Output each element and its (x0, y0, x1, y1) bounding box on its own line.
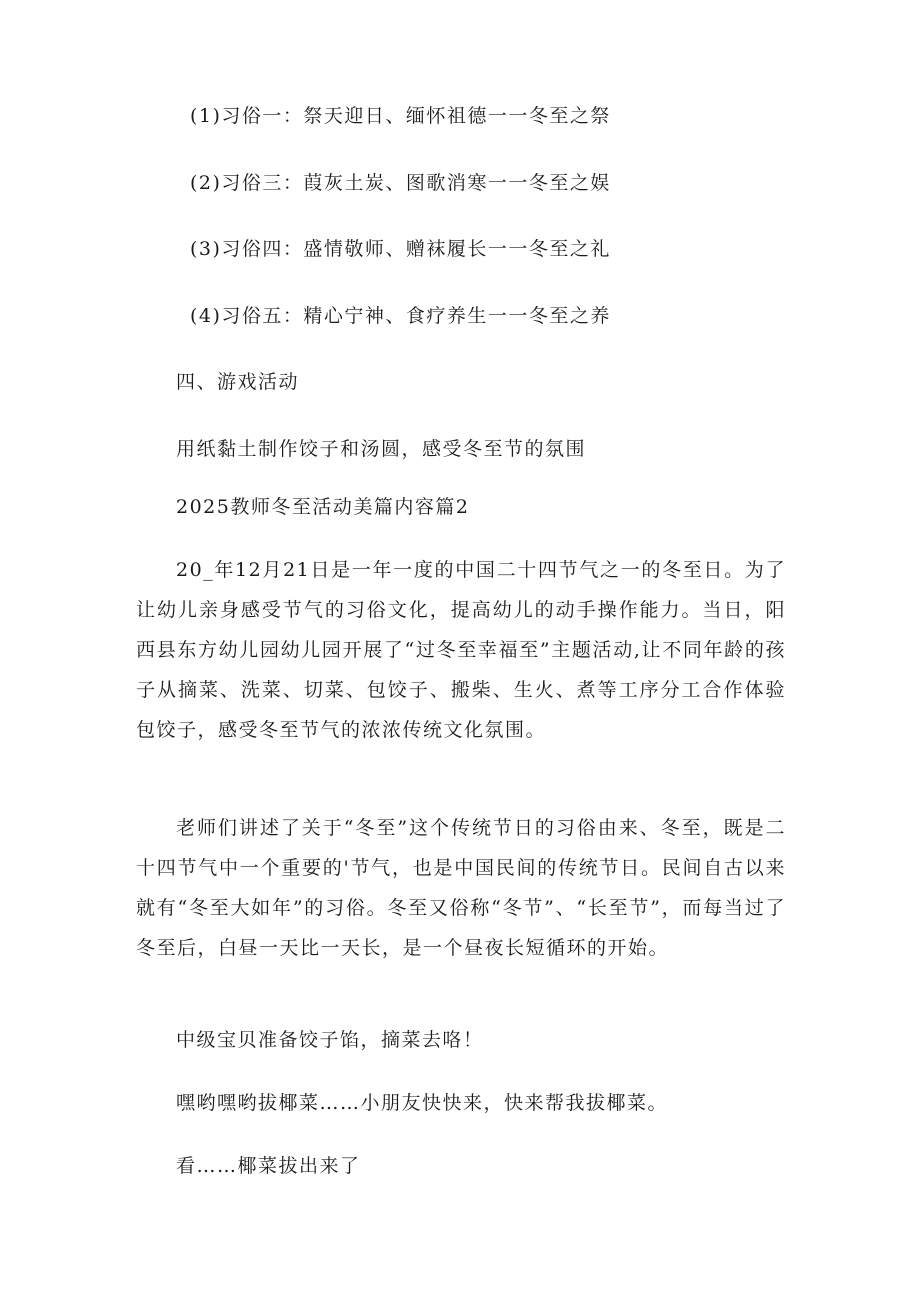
section-heading: 四、游戏活动 (176, 371, 300, 393)
custom-item-3: (3)习俗四：盛情敬师、赠袜履长一一冬至之礼 (190, 238, 611, 260)
line-look: 看……椰菜拔出来了 (176, 1155, 361, 1177)
custom-item-4: (4)习俗五：精心宁神、食疗养生一一冬至之养 (190, 305, 611, 327)
custom-item-2: (2)习俗三：葭灰土炭、图歌消寒一一冬至之娱 (190, 172, 611, 194)
activity-line: 用纸黏土制作饺子和汤圆，感受冬至节的氛围 (176, 438, 587, 460)
article-title: 2025教师冬至活动美篇内容篇2 (176, 496, 470, 518)
paragraph-1: 20_年12月21日是一年一度的中国二十四节气之一的冬至日。为了让幼儿亲身感受节气的习俗文化，提高幼儿的动手操作能力。当日，阳西县东方幼儿园幼儿园开展了“过冬至幸福至”主题活动,让不同年龄的孩子从摘菜、洗菜、切菜、包饺子、搬柴、生火、煮等工序分工合作体验包饺子，感受冬至节气的浓浓传统文化氛围。 (136, 559, 786, 741)
line-prepare: 中级宝贝准备饺子馅，摘菜去咯！ (176, 1029, 484, 1051)
line-pull: 嘿哟嘿哟拔椰菜……小朋友快快来，快来帮我拔椰菜。 (176, 1092, 669, 1114)
custom-item-1: (1)习俗一：祭天迎日、缅怀祖德一一冬至之祭 (190, 105, 611, 127)
paragraph-2: 老师们讲述了关于“冬至”这个传统节日的习俗由来、冬至，既是二十四节气中一个重要的'节气，也是中国民间的传统节日。民间自古以来就有“冬至大如年”的习俗。冬至又俗称“冬节”、“长至节”，而每当过了冬至后，白昼一天比一天长，是一个昼夜长短循环的开始。 (136, 817, 786, 959)
